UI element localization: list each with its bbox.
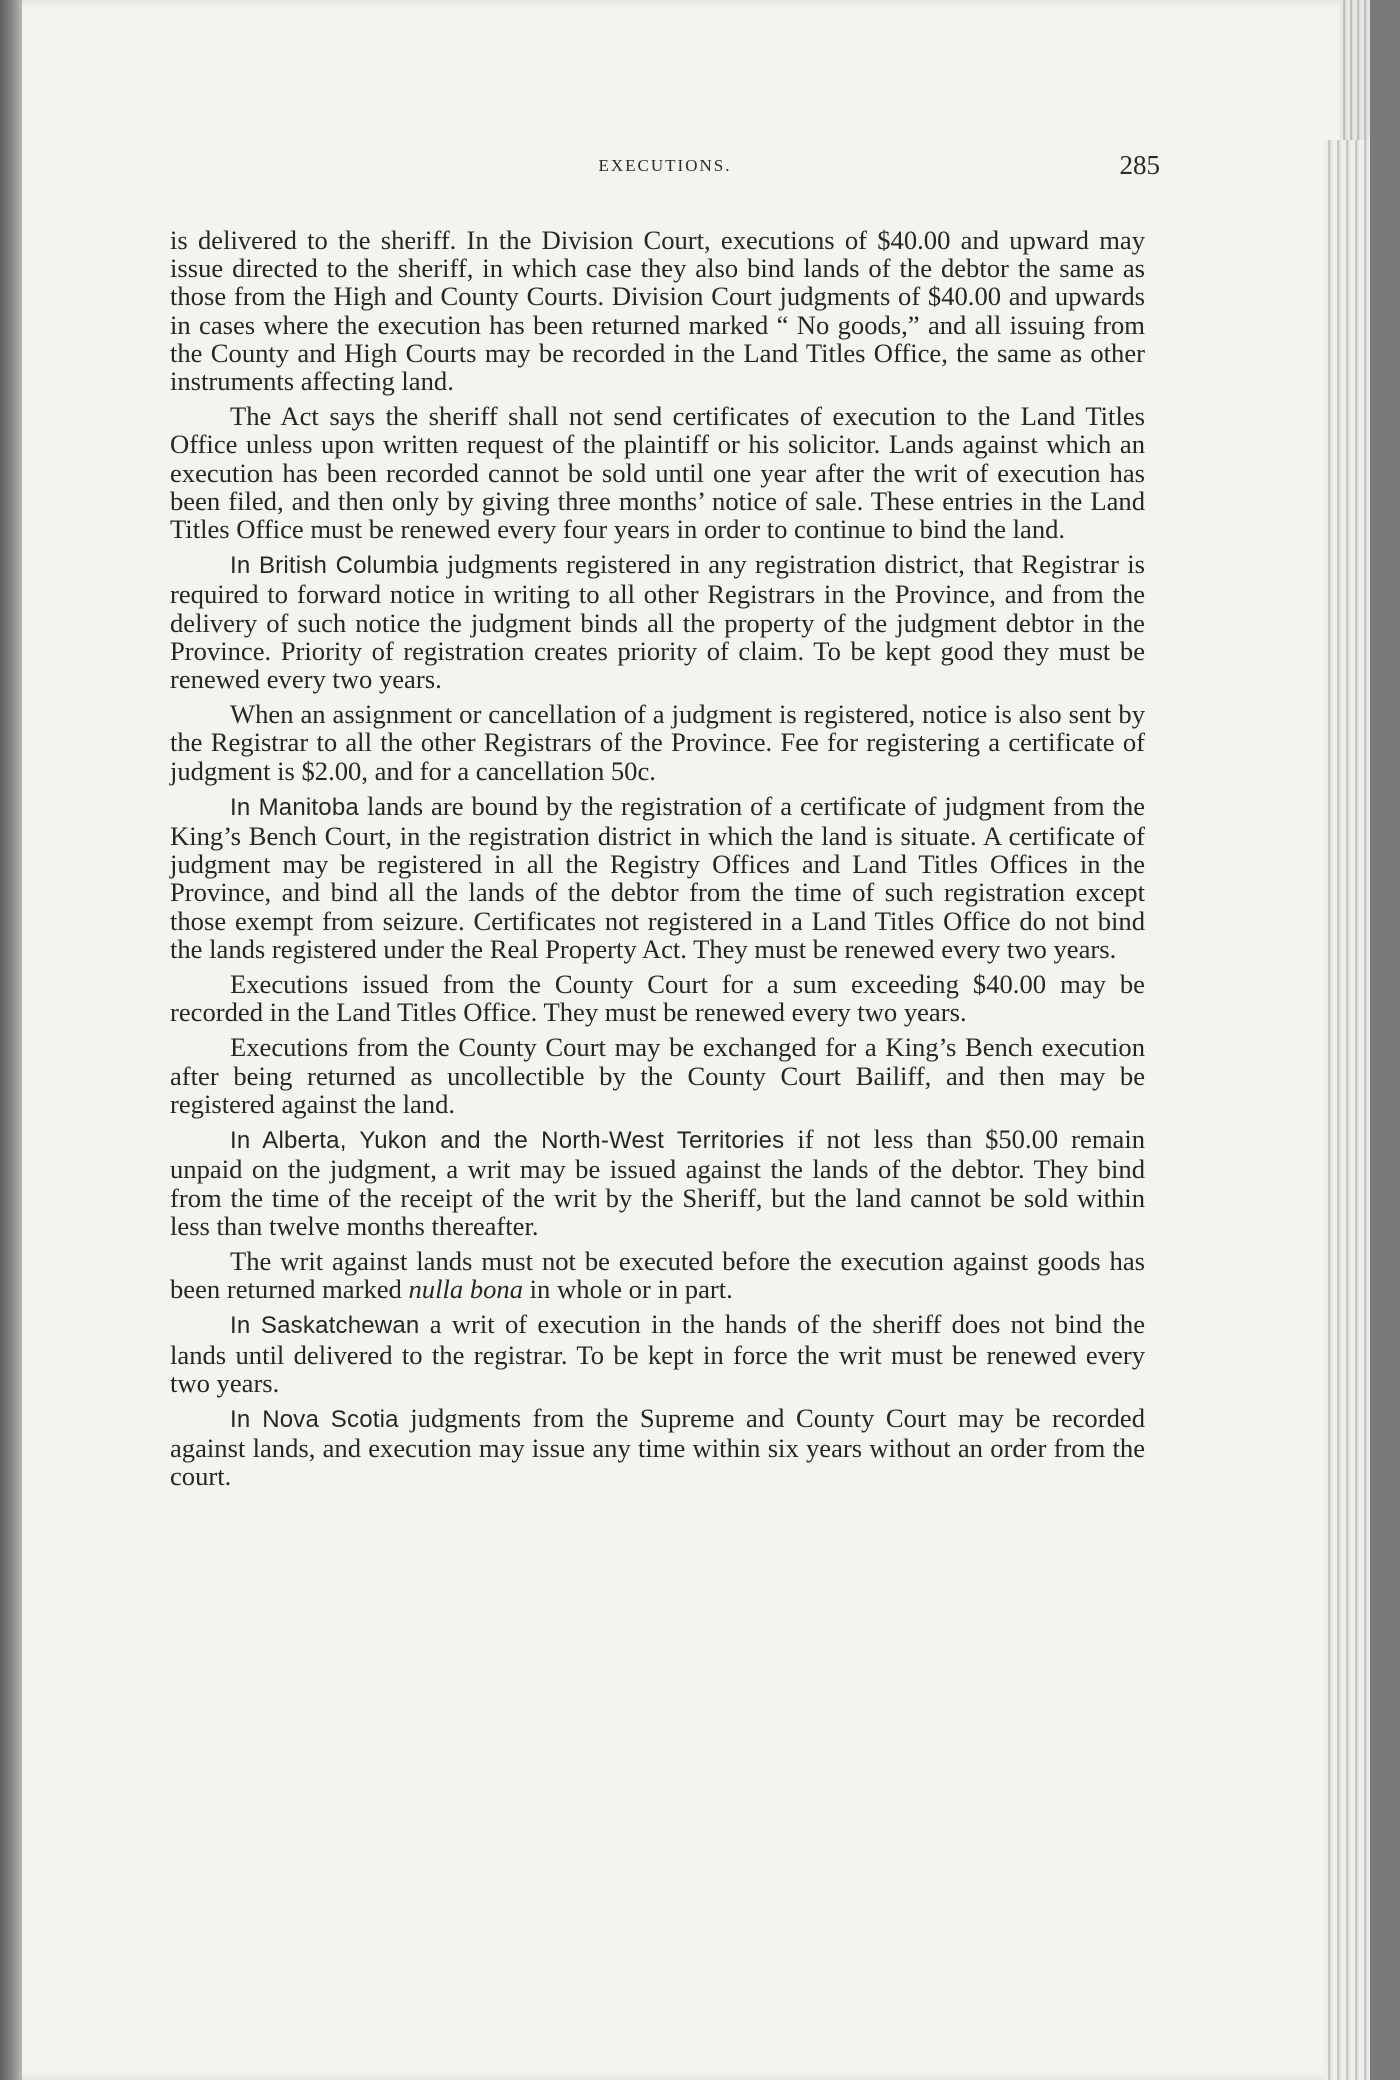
region-heading-manitoba: In Manitoba [230,793,359,821]
italic-term: nulla bona [408,1274,524,1305]
region-heading-saskatchewan: In Saskatchewan [230,1312,420,1340]
page-number: 285 [1119,150,1160,180]
running-head [170,150,1160,190]
region-heading-nova-scotia: In Nova Scotia [230,1405,399,1433]
paragraph-continued: is delivered to the sheriff. In the Division Court, executions of $40.00 and upward may issue directed to the sheriff, in which case they also bind lands of the debtor the same as those from the High and County Courts. Division Court judgments of $40.00 and upwards in cases where the execution has been returned marked “ No goods,” and all issuing from the County and High Courts may be recorded in the Land Titles Office, the same as other instruments affecting land. [170,225,1145,397]
region-heading-alberta-yukon-nwt: In Alberta, Yukon and the North-West Territories [230,1127,785,1155]
paragraph-assignment-cancellation: When an assignment or cancellation of a judgment is registered, notice is also sent by the Registrar to all the other Registrars of the Province. Fee for registering a certificate of judgment is $2.00, and for a cancellation 50c. [170,699,1145,786]
book-binding-edge [0,0,22,2080]
paragraph-writ-against-lands: The writ against lands must not be executed before the execution against goods has been returned marked nulla bona in whole or in part. [170,1245,1145,1305]
paragraph-manitoba: In Manitoba lands are bound by the registration of a certificate of judgment from the King’s Bench Court, in the registration district in which the land is situate. A certificate of judgment may be registered in all the Registry Offices and Land Titles Offices in the Province, and bind all the lands of the debtor from the time of such registration except those exempt from seizure. Certificates not registered in a Land Titles Office do not bind the lands registered under the Real Property Act. They must be renewed every two years. [170,790,1145,964]
paragraph-saskatchewan: In Saskatchewan a writ of execution in the hands of the sheriff does not bind the lands until delivered to the registrar. To be kept in force the writ must be renewed every two years. [170,1309,1145,1398]
region-heading-british-columbia: In British Columbia [230,552,439,580]
paragraph-act-sheriff: The Act says the sheriff shall not send certificates of execution to the Land Titles Office unless upon written request of the plaintiff or his solicitor. Lands against which an execution has been recorded cannot be sold until one year after the writ of execution has been filed, and then only by giving three months’ notice of sale. These entries in the Land Titles Office must be renewed every four years in order to continue to bind the land. [170,401,1145,545]
paragraph-alberta-yukon-nwt: In Alberta, Yukon and the North-West Territories if not less than $50.00 remain unpaid on the judgment, a writ may be issued against the lands of the debtor. They bind from the time of the receipt of the writ by the Sheriff, but the land cannot be sold within less than twelve months thereafter. [170,1124,1146,1241]
paragraph-county-court-executions: Executions issued from the County Court for a sum exceeding $40.00 may be recorded in the Land Titles Office. They must be renewed every two years. [170,969,1145,1028]
paragraph-british-columbia: In British Columbia judgments registered in any registration district, that Registrar is required to forward notice in writing to all other Registrars in the Province, and from the delivery of such notice the judgment binds all the property of the judgment debtor in the Province. Priority of registration creates priority of claim. To be kept good they must be renewed every two years. [170,549,1145,695]
paragraph-kings-bench-exchange: Executions from the County Court may be exchanged for a King’s Bench execution after being returned as uncollectible by the County Court Bailiff, and then may be registered against the land. [170,1032,1145,1119]
page-stack-edge-lower [1324,140,1370,2080]
paragraph-nova-scotia: In Nova Scotia judgments from the Supreme and County Court may be recorded against lands, and execution may issue any time within six years without an order from the court. [170,1402,1145,1492]
running-title: EXECUTIONS. [598,156,732,175]
body-text [170,226,1145,1498]
